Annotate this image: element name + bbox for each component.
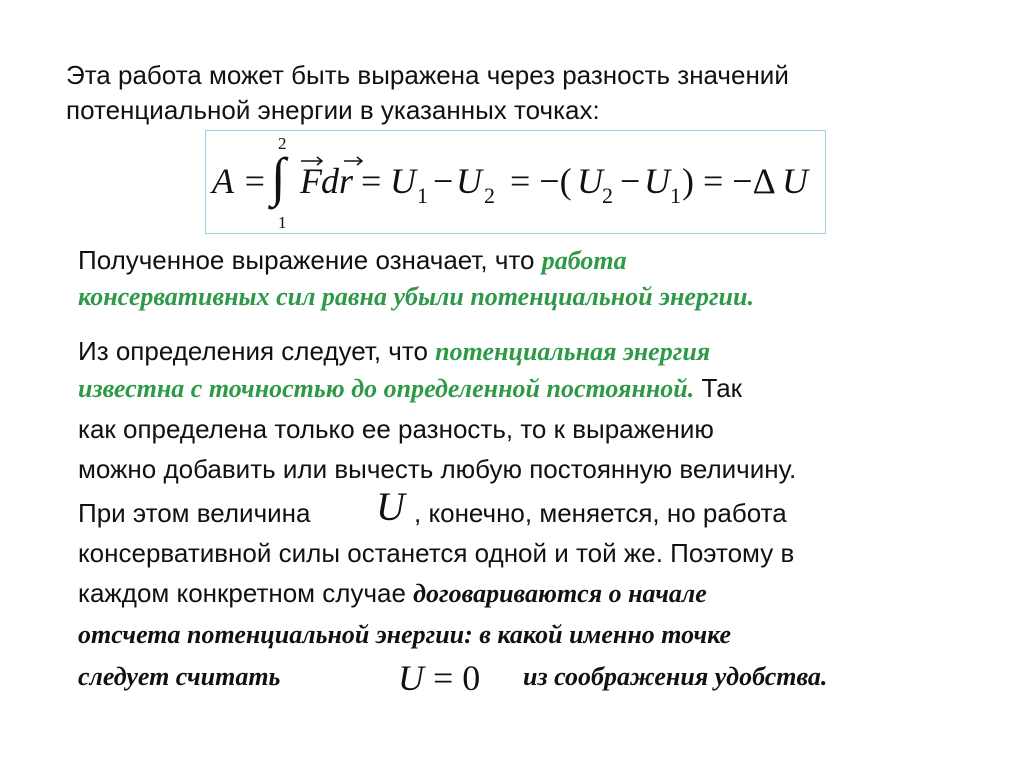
para2-l2-plain: Так xyxy=(694,373,743,403)
para2-l9-emphasis-b: из соображения удобства. xyxy=(523,662,828,691)
para2-l2-emphasis: известна с точностью до определенной постоянной. xyxy=(78,374,695,403)
formula-close: ) = −Δ xyxy=(682,161,776,201)
para2-line-2 xyxy=(78,373,742,404)
formula-sub1: 1 xyxy=(417,183,428,208)
formula-U1: U xyxy=(390,161,416,201)
inline-U0-U: U xyxy=(398,658,424,698)
para2-l9-emphasis-a: следует считать xyxy=(78,662,281,691)
para2-line-7 xyxy=(78,578,707,609)
para2-line-9a xyxy=(78,662,280,692)
inline-U-symbol: U xyxy=(376,484,405,529)
formula-U5: U xyxy=(782,161,808,201)
formula-U2: U xyxy=(456,161,482,201)
integral-lower-limit: 1 xyxy=(278,213,287,232)
formula-lhs: A = xyxy=(212,161,267,201)
formula-U4: U xyxy=(644,161,670,201)
formula-eq1: = xyxy=(361,161,382,201)
para1-line-1 xyxy=(78,245,627,276)
para2-l1-plain: Из определения следует, что xyxy=(78,336,436,366)
integral-upper-limit: 2 xyxy=(278,134,287,153)
para2-line-5a: При этом величина xyxy=(78,498,311,528)
para2-line-9b xyxy=(523,662,827,692)
para2-line-6: консервативной силы останется одной и той же. Поэтому в xyxy=(78,538,795,568)
para1-line-2 xyxy=(78,282,754,312)
inline-U0-rest: = 0 xyxy=(424,658,481,698)
integral-symbol: ∫ xyxy=(271,147,286,207)
para2-l7-emphasis: договариваются о начале xyxy=(413,579,707,608)
para2-l8-emphasis: отсчета потенциальной энергии: в какой именно точке xyxy=(78,620,732,649)
formula-sub3: 2 xyxy=(602,183,613,208)
para1-emphasis-2: консервативных сил равна убыли потенциальной энергии. xyxy=(78,282,754,311)
formula-eq2: = −( xyxy=(510,161,572,201)
formula-sub2: 2 xyxy=(484,183,495,208)
formula-F: F xyxy=(300,161,322,201)
para2-line-3: как определена только ее разность, то к выражению xyxy=(78,414,714,444)
intro-line-1: Эта работа может быть выражена через разность значений xyxy=(66,60,789,90)
para1-plain: Полученное выражение означает, что xyxy=(78,245,542,275)
para2-line-5b: , конечно, меняется, но работа xyxy=(414,498,787,528)
para2-l1-emphasis: потенциальная энергия xyxy=(435,337,711,366)
para2-line-8 xyxy=(78,620,731,650)
formula-sub4: 1 xyxy=(670,183,681,208)
para2-line-1 xyxy=(78,336,710,367)
formula-minus2: − xyxy=(620,161,641,201)
para1-emphasis-1: работа xyxy=(541,246,627,275)
formula-minus1: − xyxy=(433,161,454,201)
para2-l7-plain: каждом конкретном случае xyxy=(78,578,414,608)
formula-U3: U xyxy=(577,161,603,201)
para2-line-4: можно добавить или вычесть любую постоянную величину. xyxy=(78,454,797,484)
inline-U-equals-zero xyxy=(398,660,480,696)
formula-dr: dr xyxy=(321,161,354,201)
intro-line-2: потенциальной энергии в указанных точках: xyxy=(66,95,600,125)
